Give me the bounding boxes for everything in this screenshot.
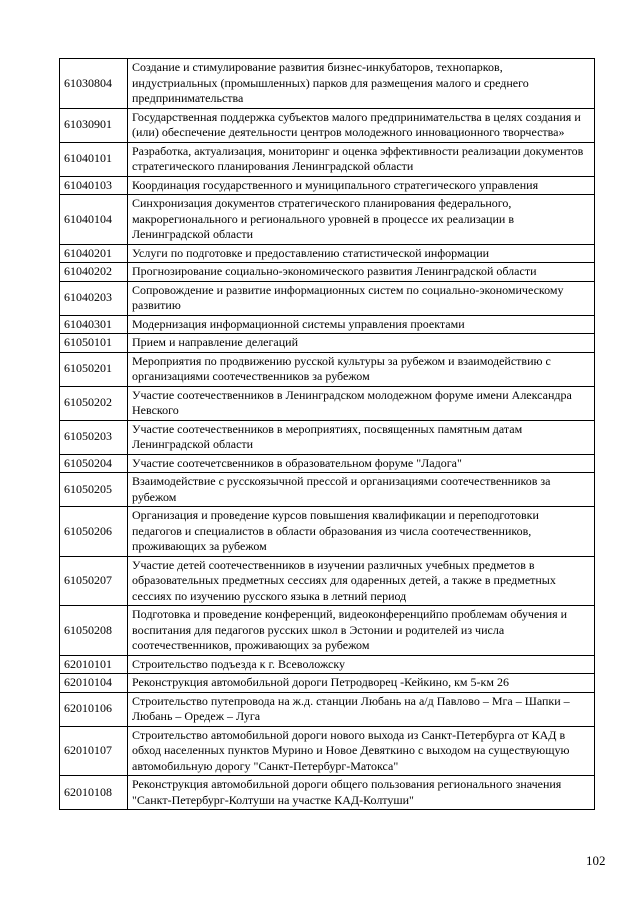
row-code: 61050208 — [60, 606, 128, 656]
row-description: Услуги по подготовке и предоставлению статистической информации — [128, 244, 595, 263]
row-description: Взаимодействие с русскоязычной прессой и организациями соотечественников за рубежом — [128, 473, 595, 507]
row-code: 62010106 — [60, 692, 128, 726]
table-body — [60, 59, 595, 810]
row-description: Сопровождение и развитие информационных систем по социально-экономическому развитию — [128, 281, 595, 315]
row-code: 61040301 — [60, 315, 128, 334]
table-row — [60, 263, 595, 282]
row-code: 61050101 — [60, 334, 128, 353]
row-description: Реконструкция автомобильной дороги Петродворец -Кейкино, км 5-км 26 — [128, 674, 595, 693]
row-description: Участие соотечетсвенников в образовательном форуме "Ладога" — [128, 454, 595, 473]
table-row — [60, 454, 595, 473]
table-row — [60, 108, 595, 142]
row-description: Прогнозирование социально-экономического развития Ленинградской области — [128, 263, 595, 282]
row-description: Участие соотечественников в Ленинградском молодежном форуме имени Александра Невского — [128, 386, 595, 420]
table-row — [60, 244, 595, 263]
row-description: Государственная поддержка субъектов малого предпринимательства в целях создания и (или) обеспечение деятельности центров молодежного инновационного творчества» — [128, 108, 595, 142]
row-code: 61040103 — [60, 176, 128, 195]
row-description: Строительство автомобильной дороги нового выхода из Санкт-Петербурга от КАД в обход населенных пунктов Мурино и Новое Девяткино с выходом на существующую автомобильную дорогу "Санкт-Петербург-Матокса" — [128, 726, 595, 776]
row-code: 61050201 — [60, 352, 128, 386]
table-row — [60, 281, 595, 315]
table-row — [60, 726, 595, 776]
row-code: 61050206 — [60, 507, 128, 557]
row-code: 61050205 — [60, 473, 128, 507]
row-description: Подготовка и проведение конференций, видеоконференцийпо проблемам обучения и воспитания для педагогов русских школ в Эстонии и родителей из числа соотечественников, проживающих за рубежом — [128, 606, 595, 656]
row-code: 61040202 — [60, 263, 128, 282]
table-row — [60, 142, 595, 176]
row-code: 61030804 — [60, 59, 128, 109]
table-row — [60, 556, 595, 606]
row-code: 62010104 — [60, 674, 128, 693]
row-description: Прием и направление делегаций — [128, 334, 595, 353]
page-number: 102 — [586, 853, 606, 868]
row-code: 62010108 — [60, 776, 128, 810]
row-code: 61040201 — [60, 244, 128, 263]
table-row — [60, 315, 595, 334]
table-row — [60, 386, 595, 420]
row-code: 61040203 — [60, 281, 128, 315]
row-code: 61040101 — [60, 142, 128, 176]
row-description: Мероприятия по продвижению русской культуры за рубежом и взаимодействию с организациями соотечественников за рубежом — [128, 352, 595, 386]
table-row — [60, 606, 595, 656]
table-row — [60, 195, 595, 245]
row-description: Строительство подъезда к г. Всеволожску — [128, 655, 595, 674]
table-row — [60, 176, 595, 195]
row-description: Участие детей соотечественников в изучении различных учебных предметов в образовательных предметных сессиях для одаренных детей, а также в предметных сессиях по изучению русского языка в летний период — [128, 556, 595, 606]
row-description: Участие соотечественников в мероприятиях, посвященных памятным датам Ленинградской области — [128, 420, 595, 454]
budget-codes-table — [59, 58, 595, 810]
table-row — [60, 59, 595, 109]
row-code: 61030901 — [60, 108, 128, 142]
table-row — [60, 334, 595, 353]
row-code: 61050202 — [60, 386, 128, 420]
row-description: Модернизация информационной системы управления проектами — [128, 315, 595, 334]
table-row — [60, 420, 595, 454]
row-description: Синхронизация документов стратегического планирования федерального, макрорегионального и регионального уровней в процессе их реализации в Ленинградской области — [128, 195, 595, 245]
row-code: 61050207 — [60, 556, 128, 606]
row-code: 62010107 — [60, 726, 128, 776]
table-row — [60, 674, 595, 693]
row-description: Разработка, актуализация, мониторинг и оценка эффективности реализации документов стратегического планирования Ленинградской области — [128, 142, 595, 176]
row-description: Реконструкция автомобильной дороги общего пользования регионального значения "Санкт-Петербург-Колтуши на участке КАД-Колтуши" — [128, 776, 595, 810]
row-code: 61050203 — [60, 420, 128, 454]
table-row — [60, 776, 595, 810]
table-row — [60, 655, 595, 674]
row-description: Координация государственного и муниципального стратегического управления — [128, 176, 595, 195]
table-row — [60, 507, 595, 557]
table-row — [60, 692, 595, 726]
table-row — [60, 473, 595, 507]
row-code: 61050204 — [60, 454, 128, 473]
row-description: Строительство путепровода на ж.д. станции Любань на а/д Павлово – Мга – Шапки – Любань – Оредеж – Луга — [128, 692, 595, 726]
table-row — [60, 352, 595, 386]
row-code: 62010101 — [60, 655, 128, 674]
row-description: Организация и проведение курсов повышения квалификации и переподготовки педагогов и специалистов в области образования из числа соотечественников, проживающих за рубежом — [128, 507, 595, 557]
row-code: 61040104 — [60, 195, 128, 245]
row-description: Создание и стимулирование развития бизнес-инкубаторов, технопарков, индустриальных (промышленных) парков для размещения малого и среднего предпринимательства — [128, 59, 595, 109]
